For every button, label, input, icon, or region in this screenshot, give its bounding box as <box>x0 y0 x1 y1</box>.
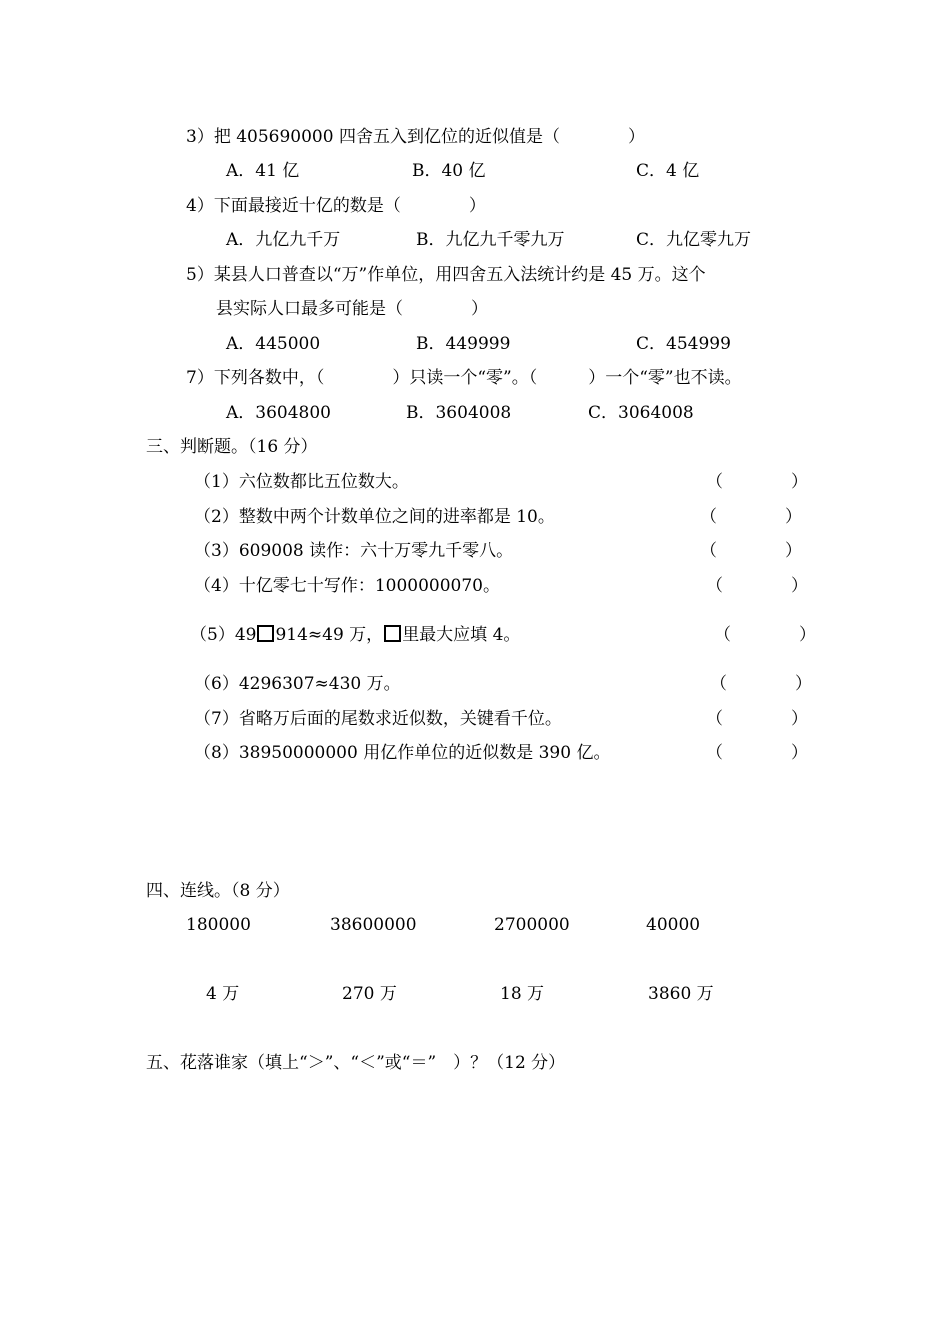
blank-box-icon <box>257 625 274 642</box>
q5-option-a: A．445000 <box>226 334 321 354</box>
q7-option-c: C．3064008 <box>588 403 694 423</box>
judge-item-1: （1）六位数都比五位数大。 <box>194 472 409 492</box>
q3-option-c: C．4 亿 <box>636 161 700 181</box>
judge-section-title: 三、判断题。（16 分） <box>146 437 318 457</box>
judge-item-3: （3）609008 读作：六十万零九千零八。 <box>194 541 514 561</box>
judge-item-6: （6）4296307≈430 万。 <box>194 674 401 694</box>
judge-item-5-part2: 914≈49 万， <box>275 625 384 645</box>
judge-answer-2[interactable]: （ ） <box>700 507 802 527</box>
match-bottom-4[interactable]: 3860 万 <box>648 984 714 1004</box>
q4-option-b: B．九亿九千零九万 <box>416 230 565 250</box>
judge-item-4: （4）十亿零七十写作：1000000070。 <box>194 576 500 596</box>
judge-answer-6[interactable]: （ ） <box>710 674 812 694</box>
q5-stem-line1: 5）某县人口普查以“万”作单位，用四舍五入法统计约是 45 万。这个 <box>186 265 706 285</box>
q3-stem: 3）把 405690000 四舍五入到亿位的近似值是（ ） <box>186 127 645 147</box>
judge-item-5-part1: （5）49 <box>190 625 257 645</box>
match-bottom-1[interactable]: 4 万 <box>206 984 240 1004</box>
judge-answer-4[interactable]: （ ） <box>706 576 808 596</box>
match-top-1[interactable]: 180000 <box>186 915 251 935</box>
q7-stem: 7）下列各数中，（ ）只读一个“零”。（ ）一个“零”也不读。 <box>186 368 742 388</box>
judge-item-5 <box>190 624 520 646</box>
blank-box-icon <box>384 625 401 642</box>
judge-answer-8[interactable]: （ ） <box>706 743 808 763</box>
judge-item-5-part3: 里最大应填 4。 <box>402 625 521 645</box>
compare-section-title: 五、花落谁家（填上“＞”、“＜”或“＝” ）？（12 分） <box>146 1053 566 1073</box>
match-section-title: 四、连线。（8 分） <box>146 881 290 901</box>
judge-item-2: （2）整数中两个计数单位之间的进率都是 10。 <box>194 507 555 527</box>
judge-answer-3[interactable]: （ ） <box>700 541 802 561</box>
match-top-4[interactable]: 40000 <box>646 915 701 935</box>
q4-stem: 4）下面最接近十亿的数是（ ） <box>186 196 486 216</box>
match-top-3[interactable]: 2700000 <box>494 915 570 935</box>
judge-item-8: （8）38950000000 用亿作单位的近似数是 390 亿。 <box>194 743 611 763</box>
judge-item-7: （7）省略万后面的尾数求近似数，关键看千位。 <box>194 709 562 729</box>
q4-option-a: A．九亿九千万 <box>226 230 341 250</box>
match-bottom-2[interactable]: 270 万 <box>342 984 397 1004</box>
judge-answer-5[interactable]: （ ） <box>714 625 816 645</box>
q3-option-b: B．40 亿 <box>412 161 486 181</box>
q5-option-b: B．449999 <box>416 334 511 354</box>
judge-answer-7[interactable]: （ ） <box>706 709 808 729</box>
q3-option-a: A．41 亿 <box>226 161 300 181</box>
q4-option-c: C．九亿零九万 <box>636 230 752 250</box>
q5-option-c: C．454999 <box>636 334 731 354</box>
q5-stem-line2: 县实际人口最多可能是（ ） <box>216 299 488 319</box>
match-bottom-3[interactable]: 18 万 <box>500 984 545 1004</box>
q7-option-a: A．3604800 <box>226 403 331 423</box>
q7-option-b: B．3604008 <box>406 403 512 423</box>
match-top-2[interactable]: 38600000 <box>330 915 417 935</box>
judge-answer-1[interactable]: （ ） <box>706 472 808 492</box>
